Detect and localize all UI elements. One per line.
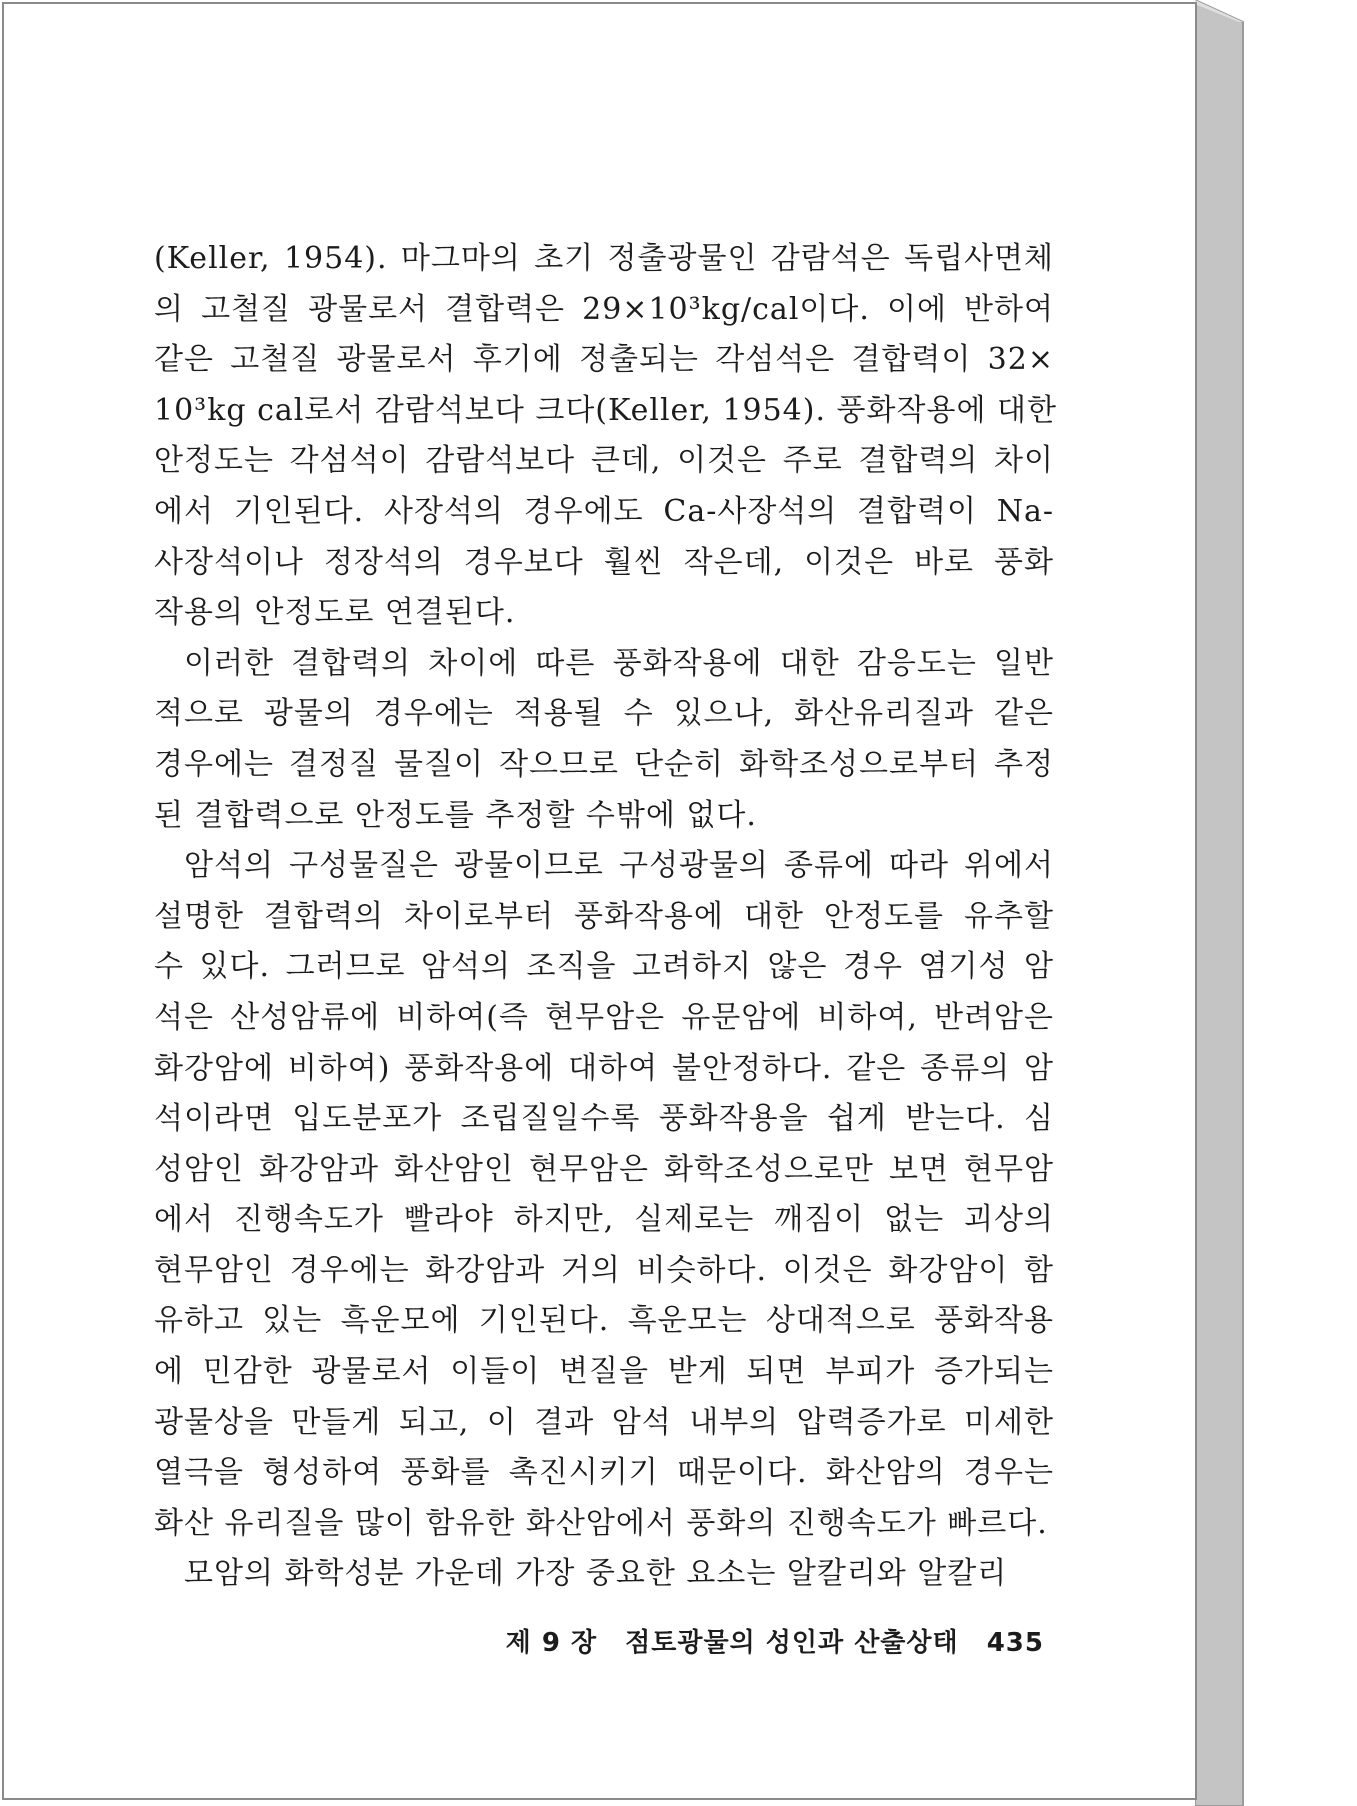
text-line: 유하고 있는 흑운모에 기인된다. 흑운모는 상대적으로 풍화작용 — [154, 1303, 1054, 1339]
footer-chapter: 제 9 장 — [505, 1628, 598, 1658]
paragraph — [154, 841, 1054, 1549]
text-line: 작용의 안정도로 연결된다. — [154, 595, 516, 631]
text-line: 사장석이나 정장석의 경우보다 훨씬 작은데, 이것은 바로 풍화 — [154, 544, 1054, 580]
text-line: 10³kg cal로서 감람석보다 크다(Keller, 1954). 풍화작용에 대한 — [154, 392, 1057, 428]
text-line: 암석의 구성물질은 광물이므로 구성광물의 종류에 따라 위에서 — [184, 848, 1054, 884]
page-number: 435 — [986, 1628, 1044, 1658]
text-line: 현무암인 경우에는 화강암과 거의 비슷하다. 이것은 화강암이 함 — [154, 1252, 1054, 1288]
text-line: 모암의 화학성분 가운데 가장 중요한 요소는 알칼리와 알칼리 — [184, 1556, 1008, 1592]
text-line: 된 결합력으로 안정도를 추정할 수밖에 없다. — [154, 797, 757, 833]
text-line: (Keller, 1954). 마그마의 초기 정출광물인 감람석은 독립사면체 — [154, 241, 1054, 276]
text-line: 석은 산성암류에 비하여(즉 현무암은 유문암에 비하여, 반려암은 — [154, 999, 1054, 1035]
page-edge — [1195, 0, 1255, 1806]
text-line: 안정도는 각섬석이 감람석보다 큰데, 이것은 주로 결합력의 차이 — [154, 443, 1054, 479]
paragraph — [154, 639, 1054, 841]
text-line: 화산 유리질을 많이 함유한 화산암에서 풍화의 진행속도가 빠르다. — [154, 1505, 1048, 1541]
text-line: 열극을 형성하여 풍화를 촉진시키기 때문이다. 화산암의 경우는 — [154, 1455, 1054, 1491]
text-line: 적으로 광물의 경우에는 적용될 수 있으나, 화산유리질과 같은 — [154, 696, 1054, 732]
text-line: 의 고철질 광물로서 결합력은 29×10³kg/cal이다. 이에 반하여 — [154, 291, 1054, 327]
running-footer — [154, 1622, 1044, 1659]
page-body — [154, 234, 1057, 1600]
text-line: 경우에는 결정질 물질이 작으므로 단순히 화학조성으로부터 추정 — [154, 746, 1054, 782]
text-line: 에서 기인된다. 사장석의 경우에도 Ca-사장석의 결합력이 Na- — [154, 493, 1054, 529]
text-line: 이러한 결합력의 차이에 따른 풍화작용에 대한 감응도는 일반 — [184, 645, 1054, 681]
text-line: 석이라면 입도분포가 조립질일수록 풍화작용을 쉽게 받는다. 심 — [154, 1101, 1054, 1137]
text-line: 설명한 결합력의 차이로부터 풍화작용에 대한 안정도를 유추할 — [154, 898, 1054, 934]
paragraph — [154, 1549, 1054, 1600]
text-line: 화강암에 비하여) 풍화작용에 대하여 불안정하다. 같은 종류의 암 — [154, 1050, 1054, 1086]
text-line: 같은 고철질 광물로서 후기에 정출되는 각섬석은 결합력이 32× — [154, 342, 1054, 378]
text-line: 성암인 화강암과 화산암인 현무암은 화학조성으로만 보면 현무암 — [154, 1151, 1054, 1187]
text-line: 에서 진행속도가 빨라야 하지만, 실제로는 깨짐이 없는 괴상의 — [154, 1202, 1054, 1238]
text-line: 광물상을 만들게 되고, 이 결과 암석 내부의 압력증가로 미세한 — [154, 1404, 1054, 1440]
footer-title: 점토광물의 성인과 산출상태 — [625, 1628, 959, 1658]
page-edge-shape — [1195, 0, 1255, 1806]
page — [2, 2, 1197, 1800]
paragraph — [154, 234, 1057, 639]
text-line: 에 민감한 광물로서 이들이 변질을 받게 되면 부피가 증가되는 — [154, 1354, 1054, 1390]
text-line: 수 있다. 그러므로 암석의 조직을 고려하지 않은 경우 염기성 암 — [154, 949, 1054, 985]
